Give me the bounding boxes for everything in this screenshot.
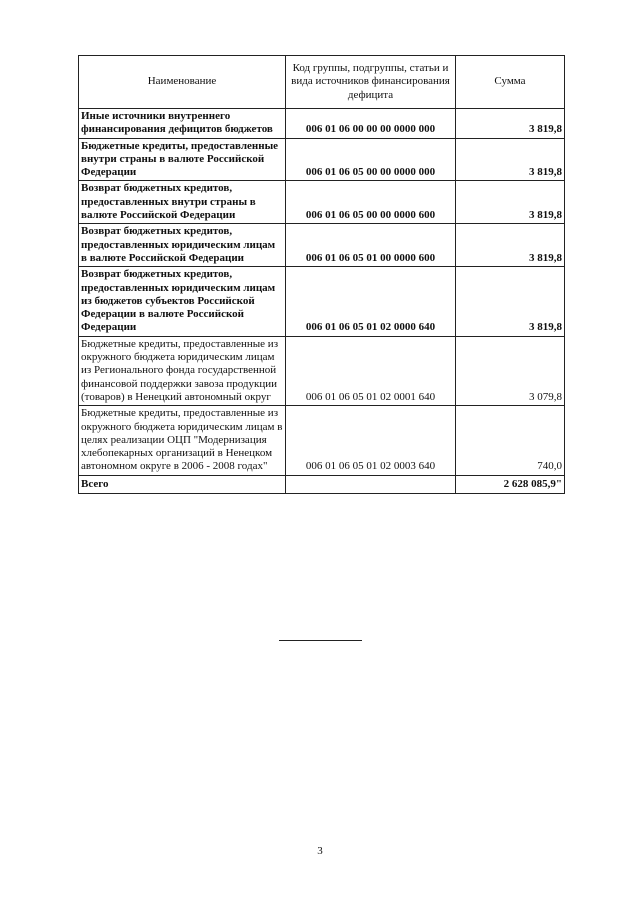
table-row xyxy=(79,336,565,405)
table-row xyxy=(79,267,565,336)
row-sum: 3 819,8 xyxy=(456,224,565,267)
header-sum: Сумма xyxy=(456,56,565,109)
separator-line xyxy=(279,640,362,641)
table-row xyxy=(79,109,565,139)
row-sum: 740,0 xyxy=(456,406,565,475)
row-sum: 3 079,8 xyxy=(456,336,565,405)
row-code: 006 01 06 05 00 00 0000 000 xyxy=(286,138,456,181)
total-sum: 2 628 085,9" xyxy=(456,475,565,493)
table-row xyxy=(79,224,565,267)
row-name: Возврат бюджетных кредитов, предоставленных внутри страны в валюте Российской Федерации xyxy=(79,181,286,224)
row-code: 006 01 06 05 01 02 0000 640 xyxy=(286,267,456,336)
budget-sources-table xyxy=(78,55,565,494)
header-code: Код группы, подгруппы, статьи и вида источников финансирования дефицита xyxy=(286,56,456,109)
total-row xyxy=(79,475,565,493)
row-code: 006 01 06 05 01 00 0000 600 xyxy=(286,224,456,267)
table-header-row xyxy=(79,56,565,109)
row-name: Бюджетные кредиты, предоставленные из окружного бюджета юридическим лицам из Регионального фонда государственной финансовой поддержки завоза продукции (товаров) в Ненецкий автономный округ xyxy=(79,336,286,405)
page-number: 3 xyxy=(317,845,323,857)
row-code: 006 01 06 05 00 00 0000 600 xyxy=(286,181,456,224)
row-name: Бюджетные кредиты, предоставленные из окружного бюджета юридическим лицам в целях реализации ОЦП "Модернизация хлебопекарных организаций в Ненецком автономном округе в 2006 - 2008 годах" xyxy=(79,406,286,475)
row-name: Иные источники внутреннего финансирования дефицитов бюджетов xyxy=(79,109,286,139)
table-row xyxy=(79,138,565,181)
row-code: 006 01 06 00 00 00 0000 000 xyxy=(286,109,456,139)
row-sum: 3 819,8 xyxy=(456,267,565,336)
row-code: 006 01 06 05 01 02 0001 640 xyxy=(286,336,456,405)
row-sum: 3 819,8 xyxy=(456,181,565,224)
table-row xyxy=(79,406,565,475)
header-name: Наименование xyxy=(79,56,286,109)
table-row xyxy=(79,181,565,224)
total-code xyxy=(286,475,456,493)
row-name: Возврат бюджетных кредитов, предоставленных юридическим лицам из бюджетов субъектов Российской Федерации в валюте Российской Федерации xyxy=(79,267,286,336)
row-sum: 3 819,8 xyxy=(456,138,565,181)
row-sum: 3 819,8 xyxy=(456,109,565,139)
total-label: Всего xyxy=(79,475,286,493)
row-code: 006 01 06 05 01 02 0003 640 xyxy=(286,406,456,475)
row-name: Возврат бюджетных кредитов, предоставленных юридическим лицам в валюте Российской Федерации xyxy=(79,224,286,267)
row-name: Бюджетные кредиты, предоставленные внутри страны в валюте Российской Федерации xyxy=(79,138,286,181)
